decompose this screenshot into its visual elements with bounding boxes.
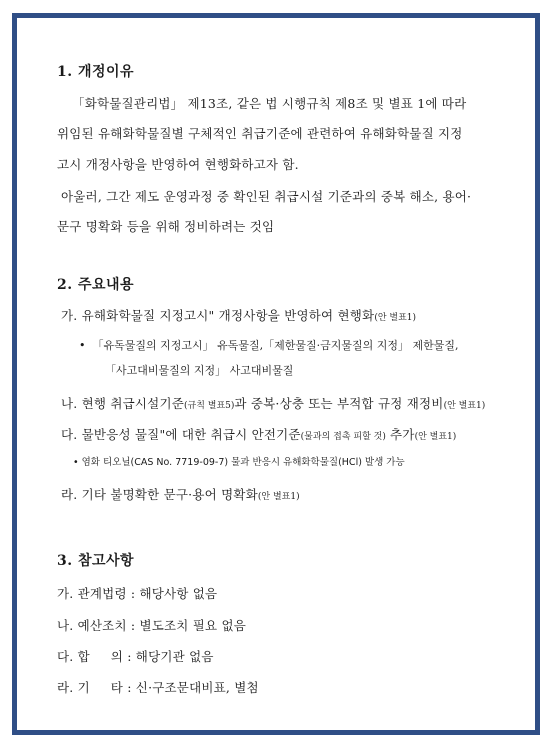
item-na-note-a: (규칙 별표5) [184,401,235,411]
item-ga-bullet-text: 「유독물질의 지정고시」 유독물질,「제한물질·금지물질의 지정」 제한물질, [92,339,459,352]
ref-item-2: 나. 예산조치 : 별도조치 필요 없음 [57,618,247,633]
section-1-line-3: 고시 개정사항을 반영하여 현행화하고자 함. [57,157,299,172]
ref-item-3: 다. 합 의 : 해당기관 없음 [57,649,214,664]
section-1-line-2: 위임된 유해화학물질별 구체적인 취급기준에 관련하여 유해화학물질 지정 [57,126,463,141]
item-ga-note: (안 별표1) [374,313,417,323]
item-ra-note: (안 별표1) [257,492,300,502]
item-ga-bullet [79,337,459,353]
item-da-text-b: 추가 [385,427,415,442]
section-1-line-1: 「화학물질관리법」 제13조, 같은 법 시행규칙 제8조 및 별표 1에 따라 [72,96,467,111]
section-3-title: 3. 참고사항 [57,553,135,569]
item-ra-text: 라. 기타 불명확한 문구·용어 명확화 [61,487,258,502]
item-da-note-b: (안 별표1) [414,432,457,442]
item-na [61,393,485,412]
item-na-text-a: 나. 현행 취급시설기준 [61,396,184,411]
item-da-note-a: (물과의 접촉 피할 것) [300,432,386,442]
item-na-note-b: (안 별표1) [443,401,486,411]
item-ra [61,484,300,503]
document-body [17,18,535,730]
section-2-title: 2. 주요내용 [57,277,135,293]
document-frame [12,13,540,735]
section-1-title: 1. 개정이유 [57,64,135,80]
item-ga-text: 가. 유해화학물질 지정고시" 개정사항을 반영하여 현행화 [61,308,375,323]
item-da [61,424,456,443]
item-na-text-b: 과 중복·상충 또는 부적합 규정 재정비 [234,396,444,411]
item-ga [61,305,416,324]
item-da-text-a: 다. 물반응성 물질"에 대한 취급시 안전기준 [61,427,301,442]
section-1-line-5: 문구 명확화 등을 위해 정비하려는 것임 [57,219,275,234]
section-1-line-4: 아울러, 그간 제도 운영과정 중 확인된 취급시설 기준과의 중복 해소, 용어· [61,189,472,204]
item-da-bullet: • 염화 티오닐(CAS No. 7719-09-7) 물과 반응시 유해화학물질(HCl) 발생 가능 [73,457,405,468]
bullet-dot: • [79,339,93,352]
ref-item-1: 가. 관계법령 : 해당사항 없음 [57,586,218,601]
ref-item-4: 라. 기 타 : 신·구조문대비표, 별첨 [57,680,259,695]
item-ga-bullet-cont: 「사고대비물질의 지정」 사고대비물질 [105,364,294,377]
